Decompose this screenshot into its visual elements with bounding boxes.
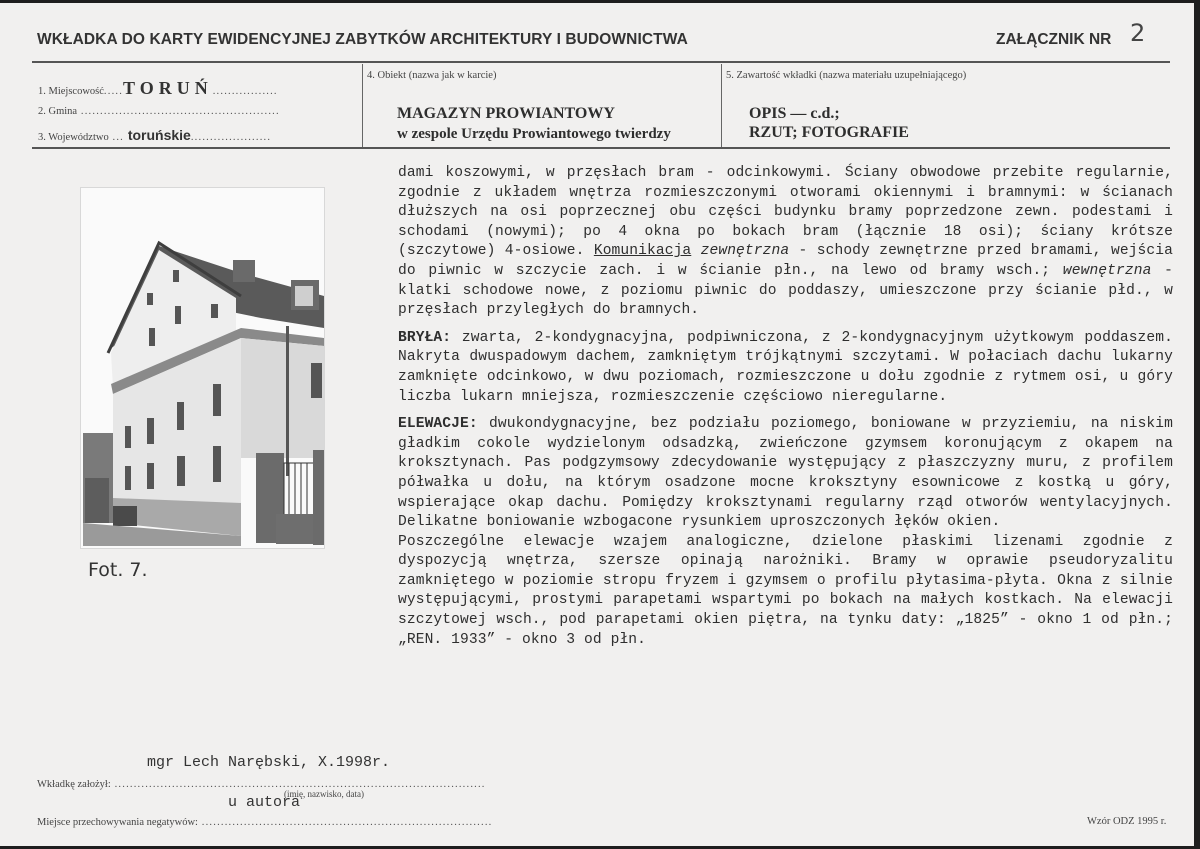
contents-label: 5. Zawartość wkładki (nazwa materiału uzupełniającego) <box>726 70 967 81</box>
author-hint: (imię, nazwisko, data) <box>284 789 364 799</box>
top-rule <box>32 61 1170 63</box>
paragraph-communication: dami koszowymi, w przęsłach bram - odcinkowymi. Ściany obwodowe przebite regularnie, zgodnie z układem wnętrza rozmieszczonymi otworami okiennymi i bramnymi: w ścianach dłuższych na osi poprzecznej obu części budynku bramy poprzedzone zewn. podestami i schodami (nowymi); po 4 okna po bokach bram (łącznie 18 osi); ściany krótsze (szczytowe) 4-osiowe. Komunikacja zewnętrzna - schody zewnętrzne przed bramami, wejścia do piwnic w szczycie zach. i w ścianie płn., na lewo od bramy wsch.; wewnętrzna - klatki schodowe nowe, z poziomu piwnic do poddaszy, umieszczone przy ścianie płd., w przęsłach przyległych do bramnych. <box>398 165 1174 319</box>
paragraph-elevations-detail: Poszczególne elewacje wzajem analogiczne, dzielone płaskimi lizenami zgodnie z dyspozycją wnętrza, szersze opinają narożniki. Bramy w oprawie pseudoryzalitu zamkniętego w poziomie stropu fryzem i gzymsem o profilu płytasima-płyta. Okna z silnie występującymi, prostymi parapetami wspartymi po bokach na małych kostkach. Na elewacji szczytowej wsch., pod parapetami okien piętra, na tynku daty: „1825” - okno 1 od płn.; „REN. 1933” - okno 3 od płn. <box>398 533 1173 648</box>
field-value-wojewodztwo: toruńskie <box>127 127 191 143</box>
location-column <box>32 64 361 148</box>
annex-label: ZAŁĄCZNIK NR <box>996 31 1112 48</box>
photo-caption: Fot. 7. <box>88 559 148 581</box>
field-miejscowosc: 1. Miejscowość.....TORUŃ................. <box>38 78 278 98</box>
field-label: 1. Miejscowość <box>38 86 104 97</box>
author-label: Wkładkę założył: <box>37 779 111 790</box>
form-template-id: Wzór ODZ 1995 r. <box>1087 816 1167 827</box>
field-value-miejscowosc: TORUŃ <box>123 78 213 98</box>
field-wojewodztwo: 3. Województwo ... toruńskie..................... <box>38 127 272 143</box>
object-name: MAGAZYN PROWIANTOWY <box>397 105 615 122</box>
field-gmina: 2. Gmina .................................................... <box>38 106 280 117</box>
bryla-heading: BRYŁA: <box>398 329 452 346</box>
negatives-label: Miejsce przechowywania negatywów: <box>37 817 198 828</box>
komunikacja-heading: Komunikacja <box>593 243 692 260</box>
object-subname: w zespole Urzędu Prowiantowego twierdzy <box>397 126 671 142</box>
annex-number: 2 <box>1130 19 1146 47</box>
field-label: 3. Województwo <box>38 132 109 143</box>
contents-line1: OPIS — c.d.; <box>749 105 840 122</box>
header-bottom-rule <box>32 147 1170 149</box>
contents-line2: RZUT; FOTOGRAFIE <box>749 124 909 141</box>
paragraph-bryla: BRYŁA: zwarta, 2-kondygnacyjna, podpiwniczona, z 2-kondygnacyjnym użytkowym poddaszem. Nakryta dwuspadowym dachem, zamkniętym trójkątnymi szczytami. W połaciach dachu lukarny zamknięte odcinkowo, w dwu poziomach, rozmieszczone u dołu zgodnie z rytmem osi, u góry liczba lukarn mniejsza, rozmieszczenie częściowo nieregularne. <box>398 329 1173 405</box>
contents-column <box>721 64 1171 148</box>
author-field: Wkładkę założył: ................................................................................................. <box>37 779 486 790</box>
author-value: mgr Lech Narębski, X.1998r. <box>147 754 391 771</box>
building-photo <box>80 187 325 549</box>
building-photo-image <box>81 188 324 548</box>
object-label: 4. Obiekt (nazwa jak w karcie) <box>367 70 497 81</box>
document-page <box>0 3 1194 846</box>
negatives-field: Miejsce przechowywania negatywów: ............................................................................ <box>37 817 493 828</box>
paragraph-elewacje: ELEWACJE: dwukondygnacyjne, bez podziału poziomego, boniowane w przyziemiu, na niskim gładkim cokole wydzielonym odsadzką, zwieńczone gzymsem koronującym z okapem na kroksztynach. Pas podgzymsowy zdecydowanie występujący z płaszczyzny muru, z profilem półwałka u dołu, na którym osadzone mocne kroksztyny esownicowe z kostką u góry, wspierające okap dachu. Pomiędzy kroksztynami regularny rząd otworów wentylacyjnych. Delikatne boniowanie wzbogacone rysunkiem uproszczonych łęków okien. <box>398 416 1173 531</box>
header-fields <box>32 64 1170 148</box>
elewacje-heading: ELEWACJE: <box>398 416 478 433</box>
description-text <box>398 164 1173 650</box>
object-column <box>362 64 721 148</box>
field-label: 2. Gmina <box>38 106 78 117</box>
form-title: WKŁADKA DO KARTY EWIDENCYJNEJ ZABYTKÓW ARCHITEKTURY I BUDOWNICTWA <box>37 31 688 48</box>
negatives-value: u autora <box>228 794 301 811</box>
